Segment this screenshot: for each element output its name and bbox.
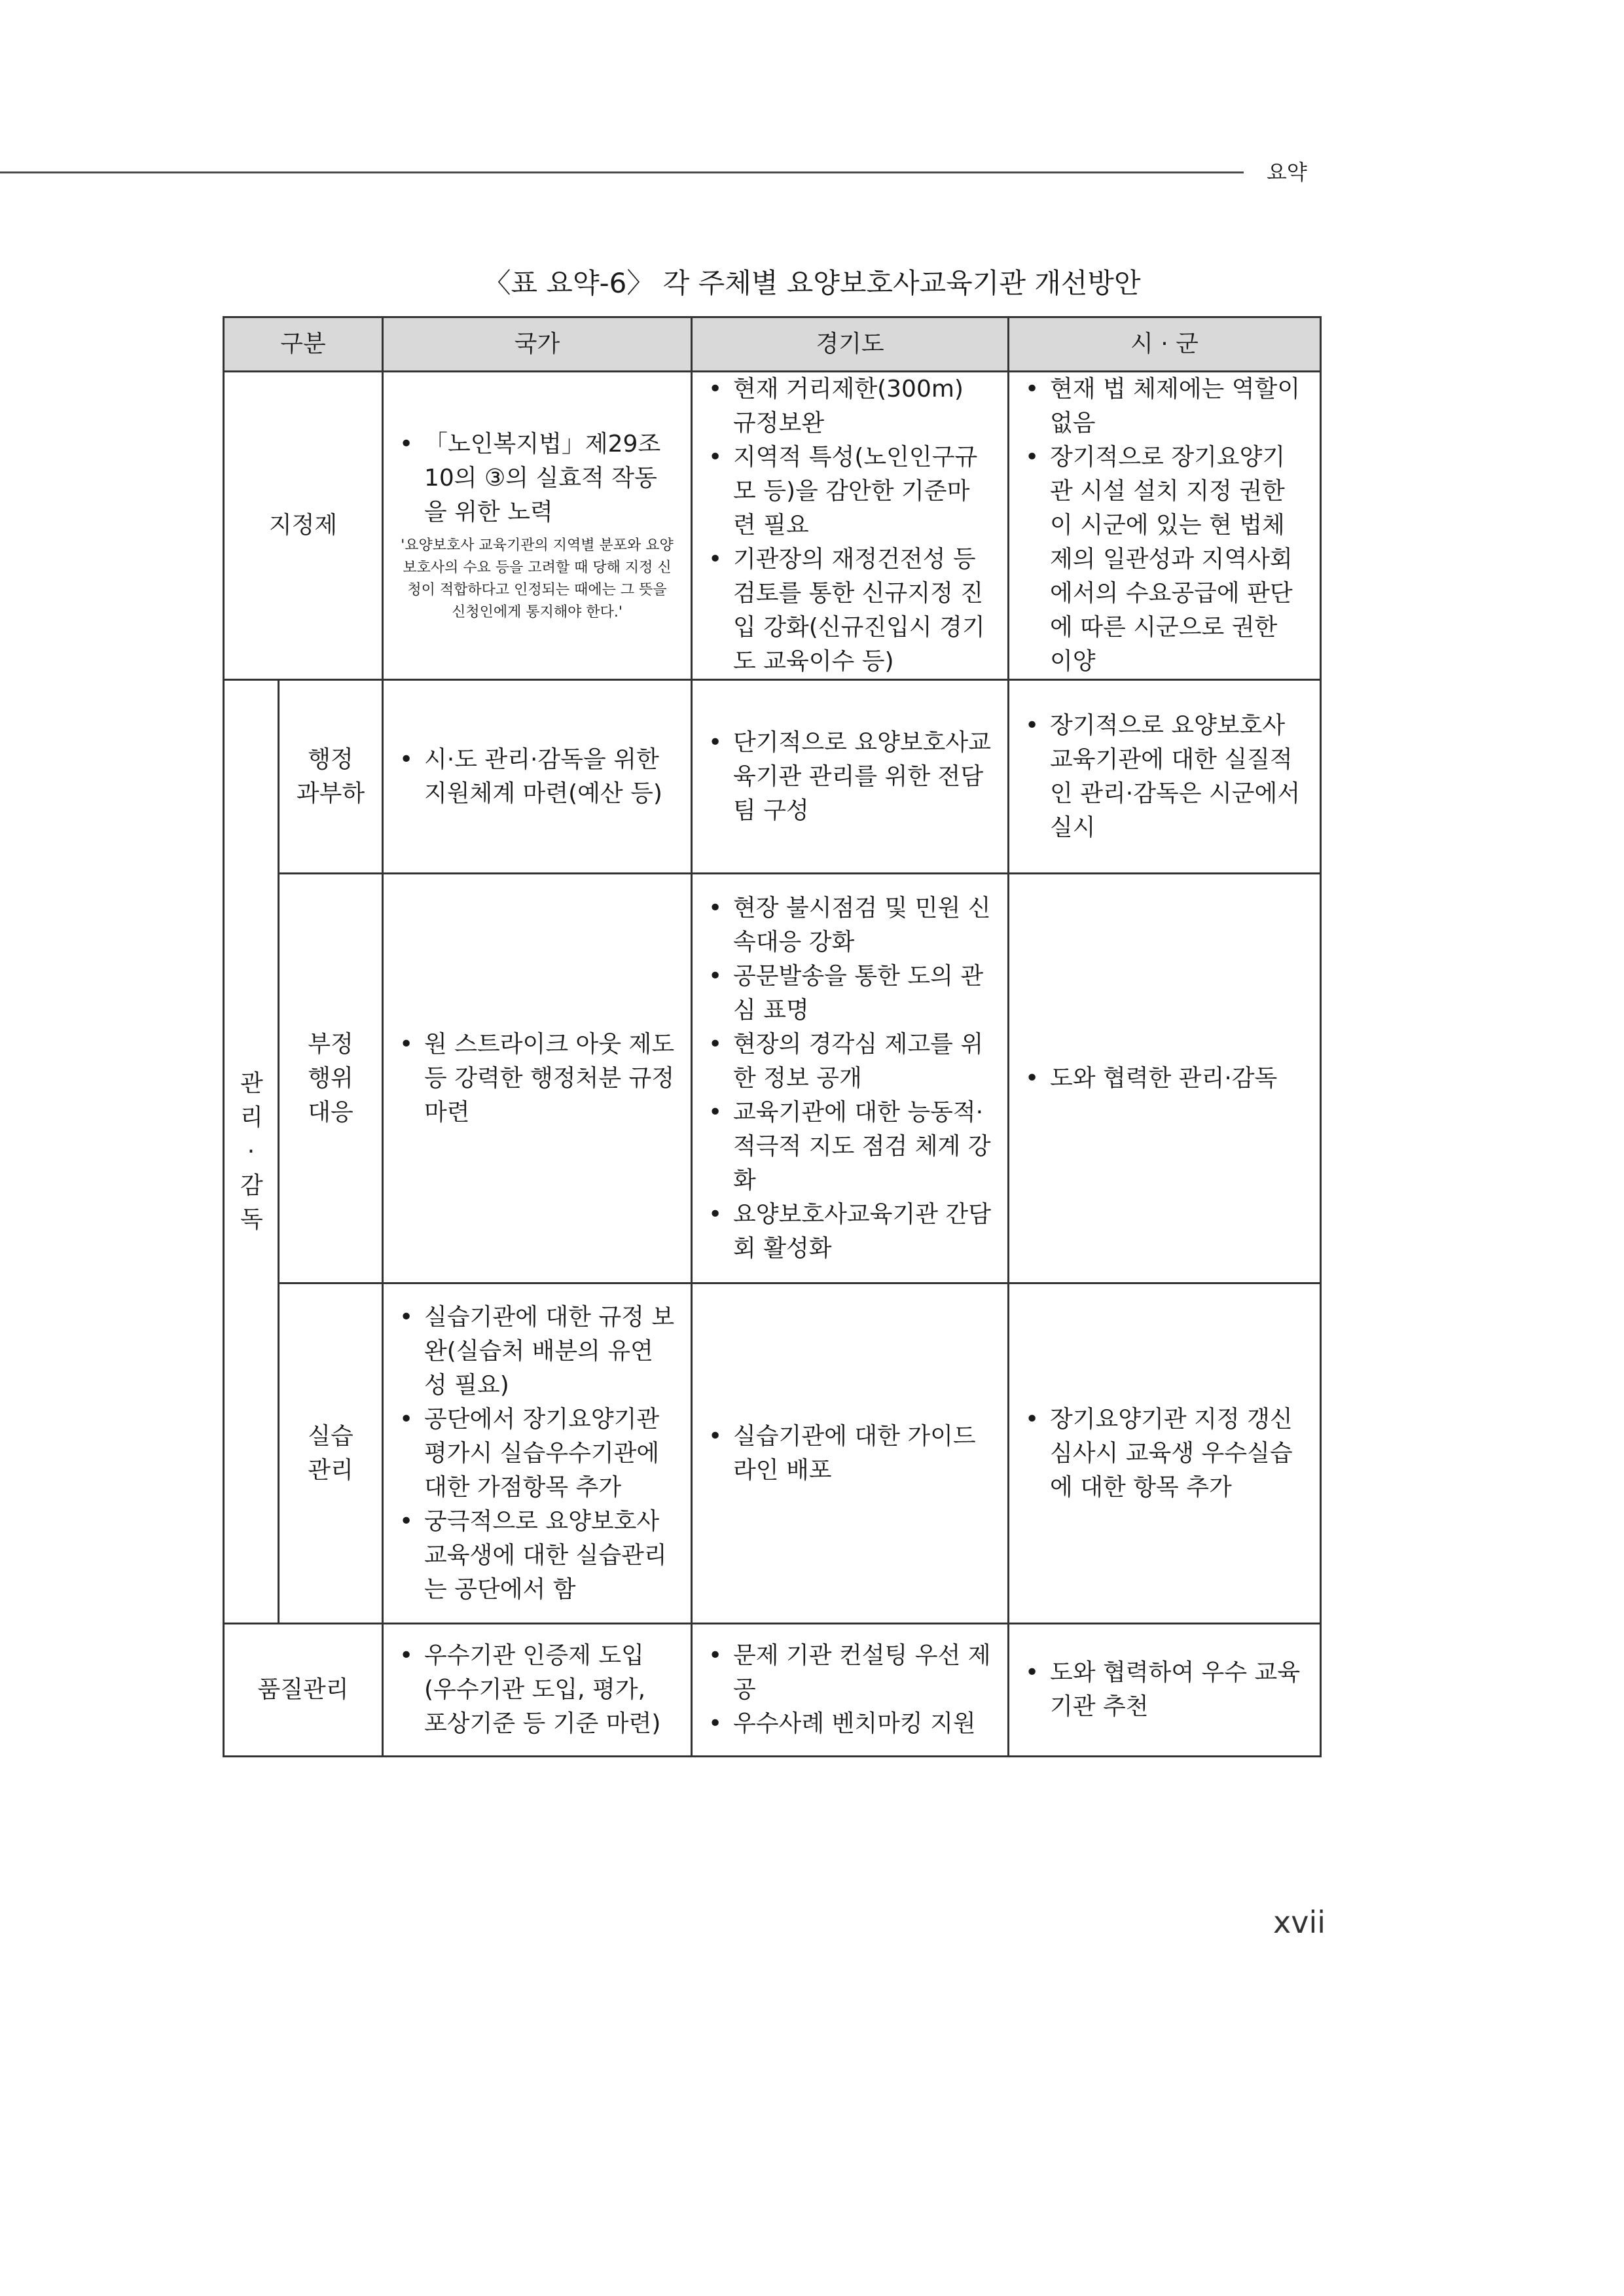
bullet-item — [708, 1096, 992, 1198]
cell-gyeonggi — [692, 1283, 1009, 1624]
bullet-item — [399, 1403, 675, 1505]
bullet-item — [1025, 372, 1304, 440]
bullet-item — [708, 1028, 992, 1096]
table-title: 〈표 요약-6〉 각 주체별 요양보호사교육기관 개선방안 — [483, 267, 1141, 299]
bullet-item — [708, 1420, 992, 1488]
bullet-text: 실습기관에 대한 규정 보완(실습처 배분의 유연성 필요) — [424, 1303, 675, 1399]
bullet-list — [708, 726, 992, 828]
bullet-text: 궁극적으로 요양보호사 교육생에 대한 실습관리는 공단에서 함 — [424, 1507, 667, 1603]
bullet-list — [1025, 372, 1304, 679]
bullet-icon: • — [708, 962, 723, 990]
bullet-text: 장기적으로 장기요양기관 시설 설치 지정 권한이 시군에 있는 현 법체제의 일관성과 지역사회에서의 수요공급에 판단에 따른 시군으로 권한 이양 — [1050, 444, 1293, 675]
bullet-list — [1025, 709, 1304, 845]
table-row — [224, 680, 1321, 874]
header-row — [224, 317, 1321, 372]
bullet-list — [399, 427, 675, 529]
bullet-icon: • — [708, 1098, 723, 1126]
cell-sigun — [1009, 1624, 1321, 1757]
label-line: · — [247, 1138, 255, 1165]
bullet-icon: • — [399, 431, 414, 457]
cell-gyeonggi — [692, 680, 1009, 874]
bullet-item — [399, 1028, 675, 1130]
cell-sigun — [1009, 680, 1321, 874]
bullet-item — [1025, 709, 1304, 845]
bullet-text: 교육기관에 대한 능동적·적극적 지도 점검 체계 강화 — [733, 1098, 991, 1194]
row-label: 품질관리 — [224, 1624, 383, 1757]
bullet-icon: • — [399, 745, 414, 773]
bullet-icon: • — [708, 1030, 723, 1058]
bullet-text: 기관장의 재정건전성 등 검토를 통한 신규지정 진입 강화(신규진입시 경기도 교육이수 등) — [733, 546, 985, 675]
bullet-item — [708, 1639, 992, 1707]
label-line: 대응 — [308, 1098, 353, 1126]
bullet-icon: • — [708, 376, 723, 403]
bullet-text: 현재 법 체제에는 역할이 없음 — [1050, 376, 1301, 437]
bullet-text: 도와 협력하여 우수 교육기관 추천 — [1050, 1659, 1301, 1720]
bullet-icon: • — [399, 1030, 414, 1058]
bullet-item — [708, 1707, 992, 1741]
bullet-text: 「노인복지법」제29조 10의 ③의 실효적 작동을 위한 노력 — [424, 431, 661, 526]
bullet-item — [708, 543, 992, 679]
bullet-list — [1025, 1656, 1304, 1724]
bullet-list — [399, 1028, 675, 1130]
group-label-management — [224, 680, 279, 1624]
label-line: 과부하 — [296, 780, 365, 807]
table-row — [224, 372, 1321, 680]
bullet-item — [1025, 440, 1304, 679]
bullet-text: 지역적 특성(노인인구규모 등)을 감안한 기준마련 필요 — [733, 444, 978, 539]
cell-sigun — [1009, 1283, 1321, 1624]
cell-gyeonggi — [692, 874, 1009, 1283]
table-row — [224, 1624, 1321, 1757]
bullet-icon: • — [399, 1405, 414, 1433]
cell-national — [383, 874, 692, 1283]
bullet-list — [399, 1300, 675, 1607]
bullet-icon: • — [1025, 1659, 1039, 1686]
sub-label — [279, 680, 383, 874]
bullet-item — [399, 427, 675, 529]
bullet-item — [399, 1300, 675, 1403]
bullet-icon: • — [708, 728, 723, 756]
bullet-item — [399, 743, 675, 811]
bullet-item — [1025, 1403, 1304, 1505]
bullet-text: 문제 기관 컨설팅 우선 제공 — [733, 1642, 991, 1703]
bullet-text: 시·도 관리·감독을 위한 지원체계 마련(예산 등) — [424, 745, 662, 807]
label-line: 독 — [240, 1206, 263, 1233]
column-header: 시 · 군 — [1009, 317, 1321, 372]
bullet-icon: • — [399, 1303, 414, 1331]
cell-gyeonggi — [692, 372, 1009, 680]
bullet-icon: • — [708, 1710, 723, 1737]
label-line: 리 — [240, 1103, 263, 1131]
bullet-icon: • — [708, 1200, 723, 1228]
bullet-icon: • — [1025, 376, 1039, 403]
bullet-text: 요양보호사교육기관 간담회 활성화 — [733, 1200, 991, 1262]
bullet-text: 실습기관에 대한 가이드라인 배포 — [733, 1422, 976, 1484]
bullet-item — [708, 960, 992, 1028]
bullet-item — [1025, 1656, 1304, 1724]
law-quote-note: '요양보호사 교육기관의 지역별 분포와 요양보호사의 수요 등을 고려할 때 당해 지정 신청이 적합하다고 인정되는 때에는 그 뜻을 신청인에게 통지해야 한다.' — [401, 537, 674, 620]
bullet-icon: • — [708, 444, 723, 471]
label-line: 관리 — [308, 1456, 353, 1484]
bullet-list — [399, 1639, 675, 1741]
bullet-text: 단기적으로 요양보호사교육기관 관리를 위한 전담팀 구성 — [733, 728, 991, 824]
label-line: 관 — [240, 1069, 263, 1097]
label-line: 행위 — [308, 1064, 353, 1092]
bullet-item — [708, 1198, 992, 1266]
label-line: 부정 — [308, 1030, 353, 1058]
row-label: 지정제 — [224, 372, 383, 680]
bullet-list — [399, 743, 675, 811]
bullet-item — [708, 726, 992, 828]
bullet-text: 우수기관 인증제 도입 (우수기관 도입, 평가, 포상기준 등 기준 마련) — [424, 1642, 661, 1737]
bullet-list — [708, 891, 992, 1266]
bullet-icon: • — [1025, 444, 1039, 471]
bullet-text: 공단에서 장기요양기관 평가시 실습우수기관에 대한 가점항목 추가 — [424, 1405, 660, 1501]
cell-sigun — [1009, 372, 1321, 680]
bullet-icon: • — [708, 894, 723, 922]
bullet-text: 도와 협력한 관리·감독 — [1050, 1064, 1278, 1092]
header-rule — [0, 171, 1244, 173]
column-header: 경기도 — [692, 317, 1009, 372]
bullet-text: 장기적으로 요양보호사교육기관에 대한 실질적인 관리·감독은 시군에서 실시 — [1050, 711, 1301, 841]
cell-sigun — [1009, 874, 1321, 1283]
bullet-list — [708, 1639, 992, 1741]
bullet-item — [399, 1639, 675, 1741]
bullet-list — [1025, 1062, 1304, 1096]
bullet-icon: • — [1025, 711, 1039, 739]
bullet-icon: • — [708, 546, 723, 573]
label-line: 행정 — [308, 745, 353, 773]
label-line: 실습 — [308, 1422, 353, 1450]
cell-national — [383, 1624, 692, 1757]
improvement-table — [223, 316, 1322, 1757]
bullet-icon: • — [399, 1642, 414, 1669]
cell-national — [383, 680, 692, 874]
page-number: xvii — [1273, 1905, 1326, 1940]
bullet-text: 현재 거리제한(300m) 규정보완 — [733, 376, 964, 437]
bullet-icon: • — [399, 1507, 414, 1535]
table-row — [224, 1283, 1321, 1624]
column-header: 구분 — [224, 317, 383, 372]
cell-national — [383, 372, 692, 680]
bullet-text: 현장의 경각심 제고를 위한 정보 공개 — [733, 1030, 984, 1092]
bullet-item — [399, 1505, 675, 1607]
table-row — [224, 874, 1321, 1283]
bullet-list — [1025, 1403, 1304, 1505]
column-header: 국가 — [383, 317, 692, 372]
bullet-text: 현장 불시점검 및 민원 신속대응 강화 — [733, 894, 991, 956]
label-line: 감 — [240, 1172, 263, 1199]
bullet-text: 원 스트라이크 아웃 제도 등 강력한 행정처분 규정 마련 — [424, 1030, 675, 1126]
bullet-list — [708, 372, 992, 679]
sub-label — [279, 874, 383, 1283]
bullet-list — [708, 1420, 992, 1488]
bullet-icon: • — [708, 1642, 723, 1669]
bullet-text: 공문발송을 통한 도의 관심 표명 — [733, 962, 984, 1024]
cell-gyeonggi — [692, 1624, 1009, 1757]
bullet-text: 우수사례 벤치마킹 지원 — [733, 1710, 976, 1737]
bullet-item — [708, 440, 992, 543]
bullet-text: 장기요양기관 지정 갱신심사시 교육생 우수실습에 대한 항목 추가 — [1050, 1405, 1293, 1501]
bullet-icon: • — [1025, 1064, 1039, 1092]
cell-national — [383, 1283, 692, 1624]
bullet-icon: • — [708, 1422, 723, 1450]
sub-label — [279, 1283, 383, 1624]
section-label: 요약 — [1267, 160, 1307, 185]
bullet-item — [708, 891, 992, 960]
bullet-icon: • — [1025, 1405, 1039, 1433]
bullet-item — [708, 372, 992, 440]
bullet-item — [1025, 1062, 1304, 1096]
